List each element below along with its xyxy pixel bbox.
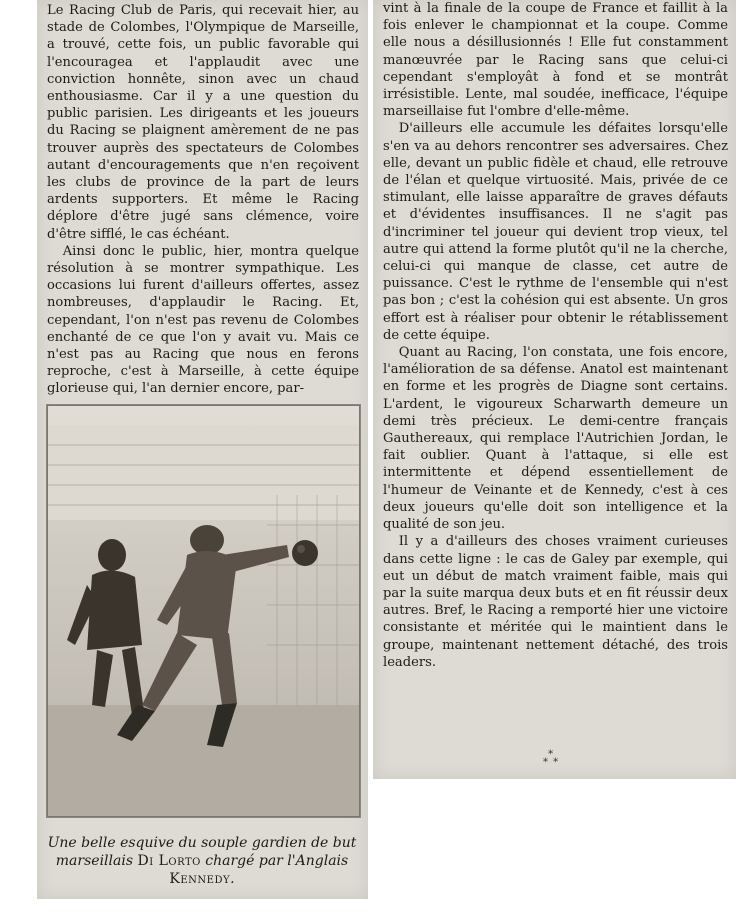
article-paragraph: D'ailleurs elle accumule les défaites lorsqu'elle s'en va au dehors rencontrer ses adversaires. Chez elle, devant un public fidèle et chaud, elle retrouve de l'élan et quelque virtuosité. Mais, privée de ce stimulant, elle laisse apparaître de graves défauts et d'évidentes insuffisances. Il ne s'agit pas d'incriminer tel joueur qui devient trop vieux, tel autre qui attend la forme plutôt qu'il ne la cherche, celui-ci qui manque de classe, cet autre de puissance. C'est le rythme de l'ensemble qui n'est pas bon ; c'est la cohésion qui est absente. Un gros effort est à réaliser pour obtenir le rétablissement de cette équipe. [383,121,728,343]
left-newspaper-clipping [37,0,368,899]
caption-text: chargé par l'Anglais [200,853,349,869]
right-newspaper-clipping [373,0,736,779]
article-paragraph: Il y a d'ailleurs des choses vraiment curieuses dans cette ligne : le cas de Galey par exemple, qui eut un début de match vraiment faible, mais qui par la suite marqua deux buts et en fit réussir deux autres. Bref, le Racing a remporté hier une victoire consistante et méritée qui le maintient dans le groupe, maintenant nettement détaché, des trois leaders. [383,534,728,670]
left-article-column [47,2,359,398]
article-paragraph: Ainsi donc le public, hier, montra quelque résolution à se montrer sympathique. Les occasions lui furent d'ailleurs offertes, assez nombreuses, d'applaudir le Racing. Et, cependant, l'on n'est pas revenu de Colombes enchanté de ce que l'on y avait vu. Mais ce n'est pas au Racing que nous en ferons reproche, c'est à Marseille, à cette équipe glorieuse qui, l'an dernier encore, par- [47,243,359,397]
article-paragraph: Le Racing Club de Paris, qui recevait hier, au stade de Colombes, l'Olympique de Marseille, a trouvé, cette fois, un public favorable qui l'encouragea et l'applaudit avec une conviction honnête, sinon avec un chaud enthousiasme. Car il y a une question du public parisien. Les dirigeants et les joueurs du Racing se plaignent amèrement de ne pas trouver auprès des spectateurs de Colombes autant d'encouragements que n'en reçoivent les clubs de province de la part de leurs ardents supporters. Et même le Racing déplore d'être jugé sans clémence, voire d'être sifflé, le cas échéant. [47,3,359,242]
goalkeeper-action-illustration [47,405,360,817]
photo-caption [47,834,357,888]
caption-text: . [230,871,235,887]
caption-text: Une belle esquive du souple gardien de but marseillais [47,835,357,869]
article-paragraph: Quant au Racing, l'on constata, une fois encore, l'amélioration de sa défense. Anatol est maintenant en forme et les progrès de Diagne sont certains. L'ardent, le vigoureux Scharwarth demeure un demi très précieux. Le demi-centre français Gauthereaux, qui remplace l'Autrichien Jordan, le fait oublier. Quant à l'attaque, si elle est intermittente et dépend essentiellement de l'humeur de Veinante et de Kennedy, c'est à ces deux joueurs qu'elle doit son intelligence et la qualité de son jeu. [383,345,728,533]
caption-player-name: Di Lorto [137,853,201,869]
match-photo [46,404,361,818]
section-separator: * * * [543,749,560,768]
right-article-column [383,0,728,671]
article-paragraph: vint à la finale de la coupe de France et faillit à la fois enlever le championnat et la coupe. Comme elle nous a désillusionnés ! Elle fut constamment manœuvrée par le Racing sans que celui-ci cependant s'employât à fond et se montrât irrésistible. Lente, mal soudée, inefficace, l'équipe marseillaise fut l'ombre d'elle-même. [383,1,728,120]
caption-player-name: Kennedy [169,871,231,887]
